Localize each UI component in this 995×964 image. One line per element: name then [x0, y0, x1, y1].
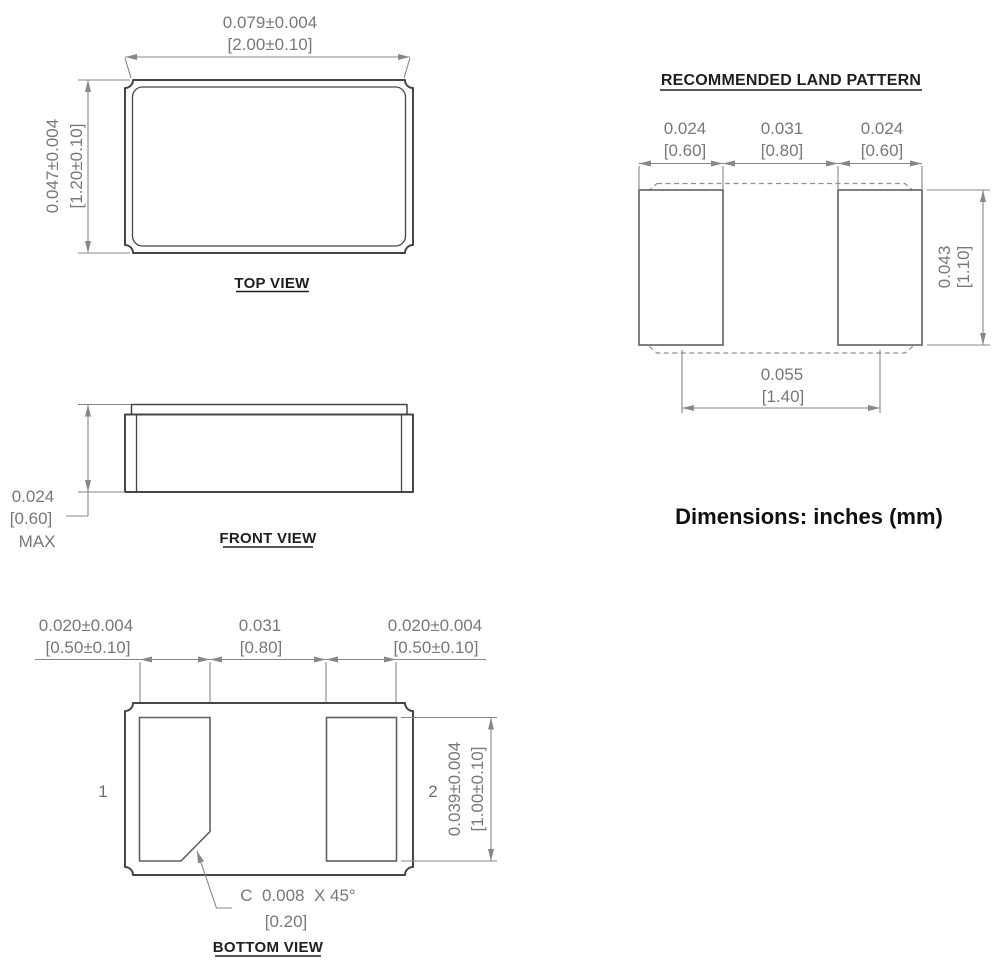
bottom-view-pad1 — [140, 718, 211, 862]
dim-arrow — [384, 657, 396, 663]
bottom-view-pad1-width-mm: [0.50±0.10] — [45, 638, 131, 657]
dim-arrow-left — [125, 54, 137, 60]
front-view — [10, 405, 413, 552]
bottom-view-pin2-label: 2 — [428, 782, 438, 801]
land-pattern-title: RECOMMENDED LAND PATTERN — [660, 72, 922, 89]
land-pattern-pad-right — [838, 190, 922, 345]
top-view — [43, 13, 413, 292]
dim-arrow-left — [682, 405, 694, 411]
land-pattern-right-pad-mm: [0.60] — [860, 141, 904, 160]
bottom-view-pad2-width-inches: 0.020±0.004 — [387, 616, 483, 635]
dim-arrow — [198, 657, 210, 663]
dim-arrow — [711, 161, 723, 167]
bottom-view-chamfer-mm: [0.20] — [264, 912, 308, 931]
dim-arrow-up — [85, 80, 91, 92]
land-pattern-pitch-inches: 0.055 — [760, 365, 804, 384]
dim-arrow — [326, 657, 338, 663]
land-pattern-height-mm: [1.10] — [954, 245, 973, 289]
land-pattern-gap-mm: [0.80] — [760, 141, 804, 160]
dim-arrow-down — [85, 241, 91, 253]
land-pattern-left-pad-inches: 0.024 — [663, 119, 707, 138]
top-view-ext-line — [125, 58, 131, 78]
top-view-ext-line — [404, 58, 410, 78]
bottom-view-pin1-label: 1 — [98, 782, 108, 801]
dim-arrow-up — [85, 405, 91, 417]
dim-arrow-up — [488, 718, 494, 730]
bottom-view-chamfer-inches: C 0.008 X 45° — [240, 886, 356, 905]
land-pattern — [639, 72, 990, 413]
land-pattern-height-inches: 0.043 — [935, 245, 954, 289]
front-view-label: FRONT VIEW — [219, 530, 317, 547]
dim-arrow — [314, 657, 326, 663]
dim-arrow — [140, 657, 152, 663]
dim-arrow-down — [488, 849, 494, 861]
land-pattern-pad-left — [639, 190, 723, 345]
dim-arrow-right — [398, 54, 410, 60]
bottom-view-pad2 — [327, 718, 397, 862]
dim-arrow — [639, 161, 651, 167]
front-view-lid — [132, 405, 408, 415]
land-pattern-pitch-mm: [1.40] — [761, 387, 805, 406]
bottom-view-pad-height-mm: [1.00±0.10] — [468, 746, 487, 832]
units-note: Dimensions: inches (mm) — [675, 504, 943, 529]
top-view-width-dim-mm: [2.00±0.10] — [227, 35, 313, 54]
top-view-width-dim-inches: 0.079±0.004 — [222, 13, 318, 32]
bottom-view-pad-height-inches: 0.039±0.004 — [445, 741, 464, 837]
front-view-height-dim-inches: 0.024 — [11, 487, 55, 506]
dim-arrow — [838, 161, 850, 167]
dim-arrow-up — [980, 190, 986, 202]
bottom-view-gap-inches: 0.031 — [238, 616, 282, 635]
front-view-height-dim-max: MAX — [18, 532, 56, 551]
front-view-body — [125, 415, 413, 493]
dim-arrow — [723, 161, 735, 167]
dim-arrow-down — [980, 333, 986, 345]
land-pattern-right-pad-inches: 0.024 — [860, 119, 904, 138]
land-pattern-gap-inches: 0.031 — [760, 119, 804, 138]
dim-arrow-right — [868, 405, 880, 411]
bottom-view-pad2-width-mm: [0.50±0.10] — [393, 638, 479, 657]
top-view-label: TOP VIEW — [234, 275, 310, 292]
top-view-height-dim-inches: 0.047±0.004 — [43, 118, 62, 214]
bottom-view-pad1-width-inches: 0.020±0.004 — [38, 616, 134, 635]
dim-arrow-down — [85, 480, 91, 492]
front-view-height-dim-mm: [0.60] — [9, 509, 53, 528]
bottom-view — [35, 616, 497, 956]
top-view-body-outline — [125, 80, 413, 253]
dim-arrow — [210, 657, 222, 663]
dim-arrow — [910, 161, 922, 167]
bottom-view-label: BOTTOM VIEW — [212, 939, 324, 956]
bottom-view-gap-mm: [0.80] — [239, 638, 283, 657]
top-view-height-dim-mm: [1.20±0.10] — [67, 123, 86, 209]
dim-arrow — [826, 161, 838, 167]
land-pattern-left-pad-mm: [0.60] — [663, 141, 707, 160]
